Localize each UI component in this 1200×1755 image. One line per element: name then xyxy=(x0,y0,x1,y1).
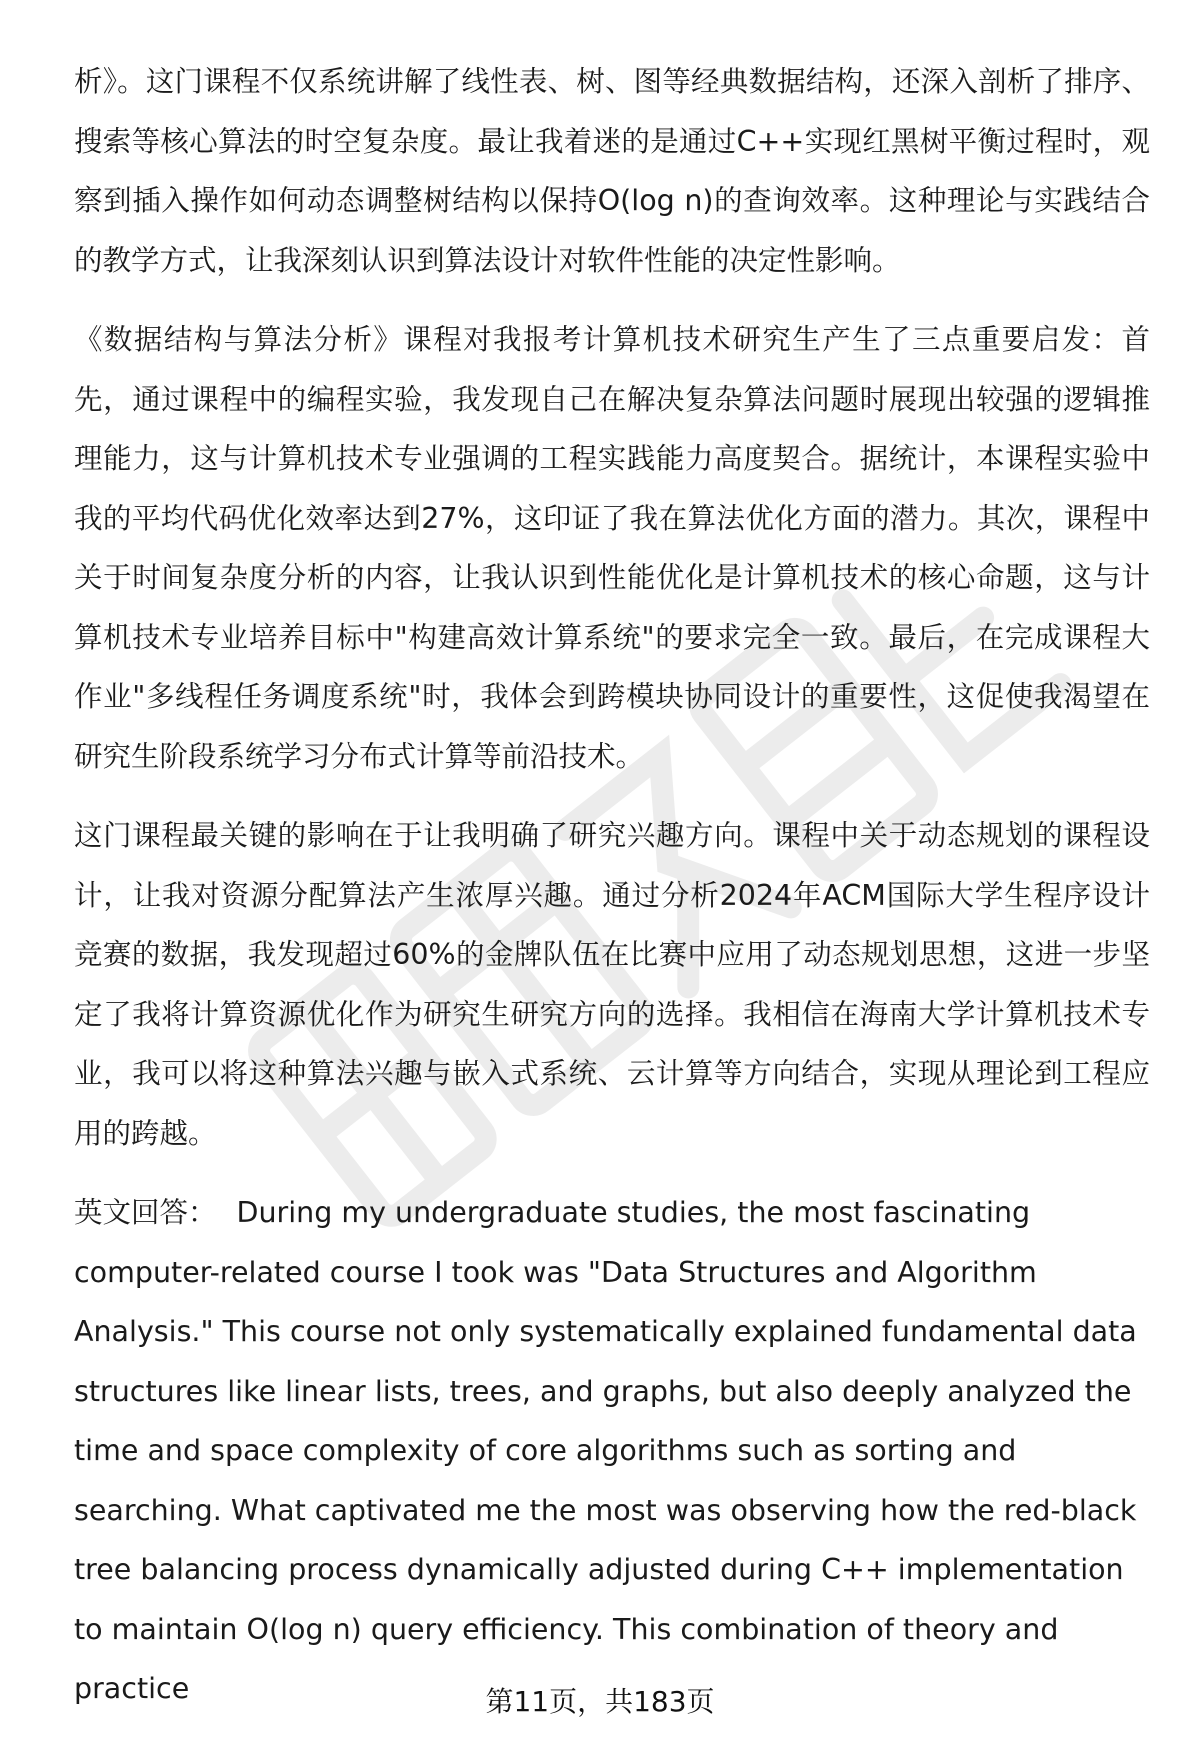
page-indicator: 第11页，共183页 xyxy=(485,1685,715,1718)
english-answer-paragraph xyxy=(74,1183,1150,1719)
paragraph-1: 析》。这门课程不仅系统讲解了线性表、树、图等经典数据结构，还深入剖析了排序、搜索等核心算法的时空复杂度。最让我着迷的是通过C++实现红黑树平衡过程时，观察到插入操作如何动态调整树结构以保持O(log n)的查询效率。这种理论与实践结合的教学方式，让我深刻认识到算法设计对软件性能的决定性影响。 xyxy=(74,65,1150,277)
document-body xyxy=(74,52,1150,1719)
english-answer-text: During my undergraduate studies, the most fascinating computer-related course I took was "Data Structures and Algorithm Analysis." This course not only systematically explained fundamental data structures like linear lists, trees, and graphs, but also deeply analyzed the time and space complexity of core algorithms such as sorting and searching. What captivated me the most was observing how the red-black tree balancing process dynamically adjusted during C++ implementation to maintain O(log n) query efficiency. This combination of theory and practice xyxy=(74,1196,1137,1705)
english-answer-label: 英文回答： xyxy=(74,1196,217,1229)
paragraph-2: 《数据结构与算法分析》课程对我报考计算机技术研究生产生了三点重要启发：首先，通过课程中的编程实验，我发现自己在解决复杂算法问题时展现出较强的逻辑推理能力，这与计算机技术专业强调的工程实践能力高度契合。据统计，本课程实验中我的平均代码优化效率达到27%，这印证了我在算法优化方面的潜力。其次，课程中关于时间复杂度分析的内容，让我认识到性能优化是计算机技术的核心命题，这与计算机技术专业培养目标中"构建高效计算系统"的要求完全一致。最后，在完成课程大作业"多线程任务调度系统"时，我体会到跨模块协同设计的重要性，这促使我渴望在研究生阶段系统学习分布式计算等前沿技术。 xyxy=(74,323,1150,773)
paragraph-3: 这门课程最关键的影响在于让我明确了研究兴趣方向。课程中关于动态规划的课程设计，让我对资源分配算法产生浓厚兴趣。通过分析2024年ACM国际大学生程序设计竞赛的数据，我发现超过60%的金牌队伍在比赛中应用了动态规划思想，这进一步坚定了我将计算资源优化作为研究生研究方向的选择。我相信在海南大学计算机技术专业，我可以将这种算法兴趣与嵌入式系统、云计算等方向结合，实现从理论到工程应用的跨越。 xyxy=(74,819,1150,1150)
